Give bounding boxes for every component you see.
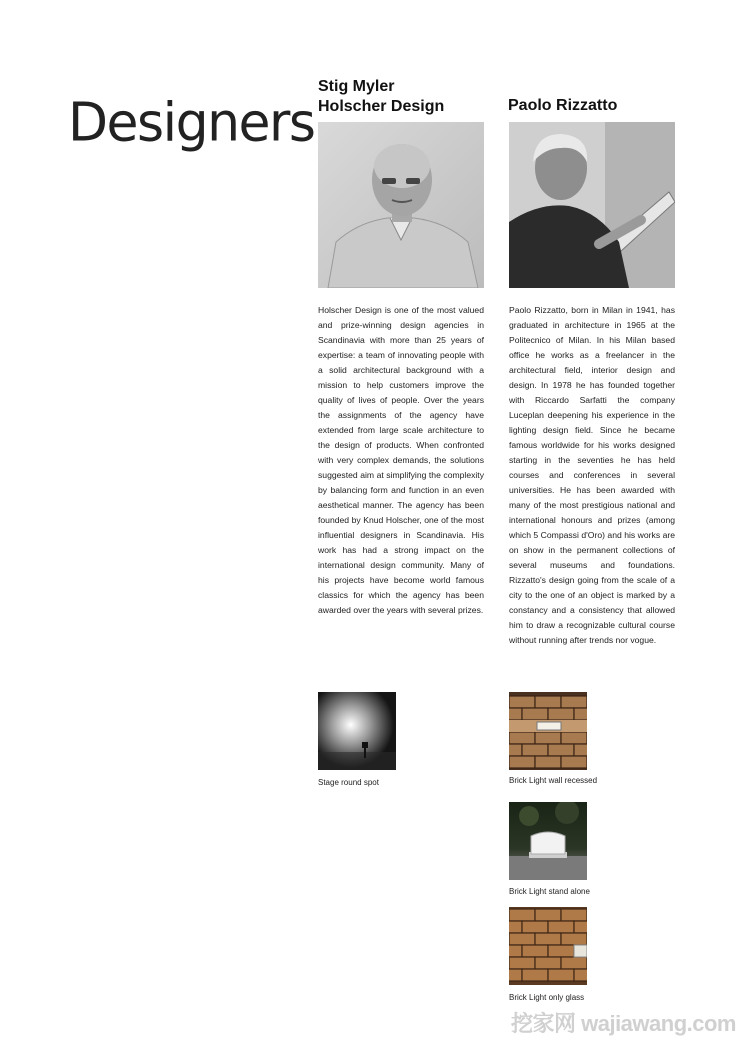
product-caption: Stage round spot <box>318 778 379 787</box>
product-caption: Brick Light only glass <box>509 993 585 1002</box>
product-caption: Brick Light stand alone <box>509 887 590 896</box>
portrait-paolo-rizzatto <box>509 122 675 288</box>
designer-name-stig-myler <box>318 77 444 117</box>
product-caption: Brick Light wall recessed <box>509 776 598 785</box>
product-image-brick-light-stand-alone <box>509 802 587 880</box>
page-title: Designers <box>68 92 315 154</box>
designer-bio: Paolo Rizzatto, born in Milan in 1941, has graduated in architecture in 1965 at the Politecnico of Milan. In his Milan based office he works as a freelancer in the architectural field, interior design and design. In 1978 he has founded together with Riccardo Sarfatti the company Luceplan deepening his experience in the lighting design field. Since he became famous worldwide for his works designed starting in the seventies he has held courses and conferences in several universities. He has been awarded with many of the most prestigious national and international honours and prizes (among which 5 Compassi d'Oro) and his works are on show in the permanent collections of several museums and foundations. Rizzatto's design going from the scale of a city to the one of an object is marked by a constancy and a consistency that allowed him to draw a recognizable cultural course without running after trends nor vogue. <box>509 305 675 645</box>
designer-name-paolo-rizzatto: Paolo Rizzatto <box>508 97 618 114</box>
product-image-stage-round-spot <box>318 692 396 770</box>
watermark: 挖家网 wajiawang.com <box>511 1011 736 1036</box>
product-image-brick-light-wall-recessed <box>509 692 587 770</box>
portrait-stig-myler <box>318 122 484 288</box>
designer-name-line1: Stig Myler <box>318 78 395 95</box>
designer-name-line2: Holscher Design <box>318 98 445 115</box>
designer-bio: Holscher Design is one of the most valued and prize-winning design agencies in Scandinavia with more than 25 years of expertise: a team of innovating people with a solid architectural background with a mission to help customers improve the quality of lives of people. Over the years the assignments of the agency have extended from large scale architecture to the design of products. When confronted with very complex demands, the solutions suggested aim at simplifying the complexity by balancing form and function in an even aesthetical manner. The agency has been founded by Knud Holscher, one of the most influential designers in Scandinavia. His work has had a strong impact on the international design community. Many of his projects have become world famous classics for which the agency has been awarded over the years with several prizes. <box>318 305 484 615</box>
product-image-brick-light-only-glass <box>509 907 587 985</box>
